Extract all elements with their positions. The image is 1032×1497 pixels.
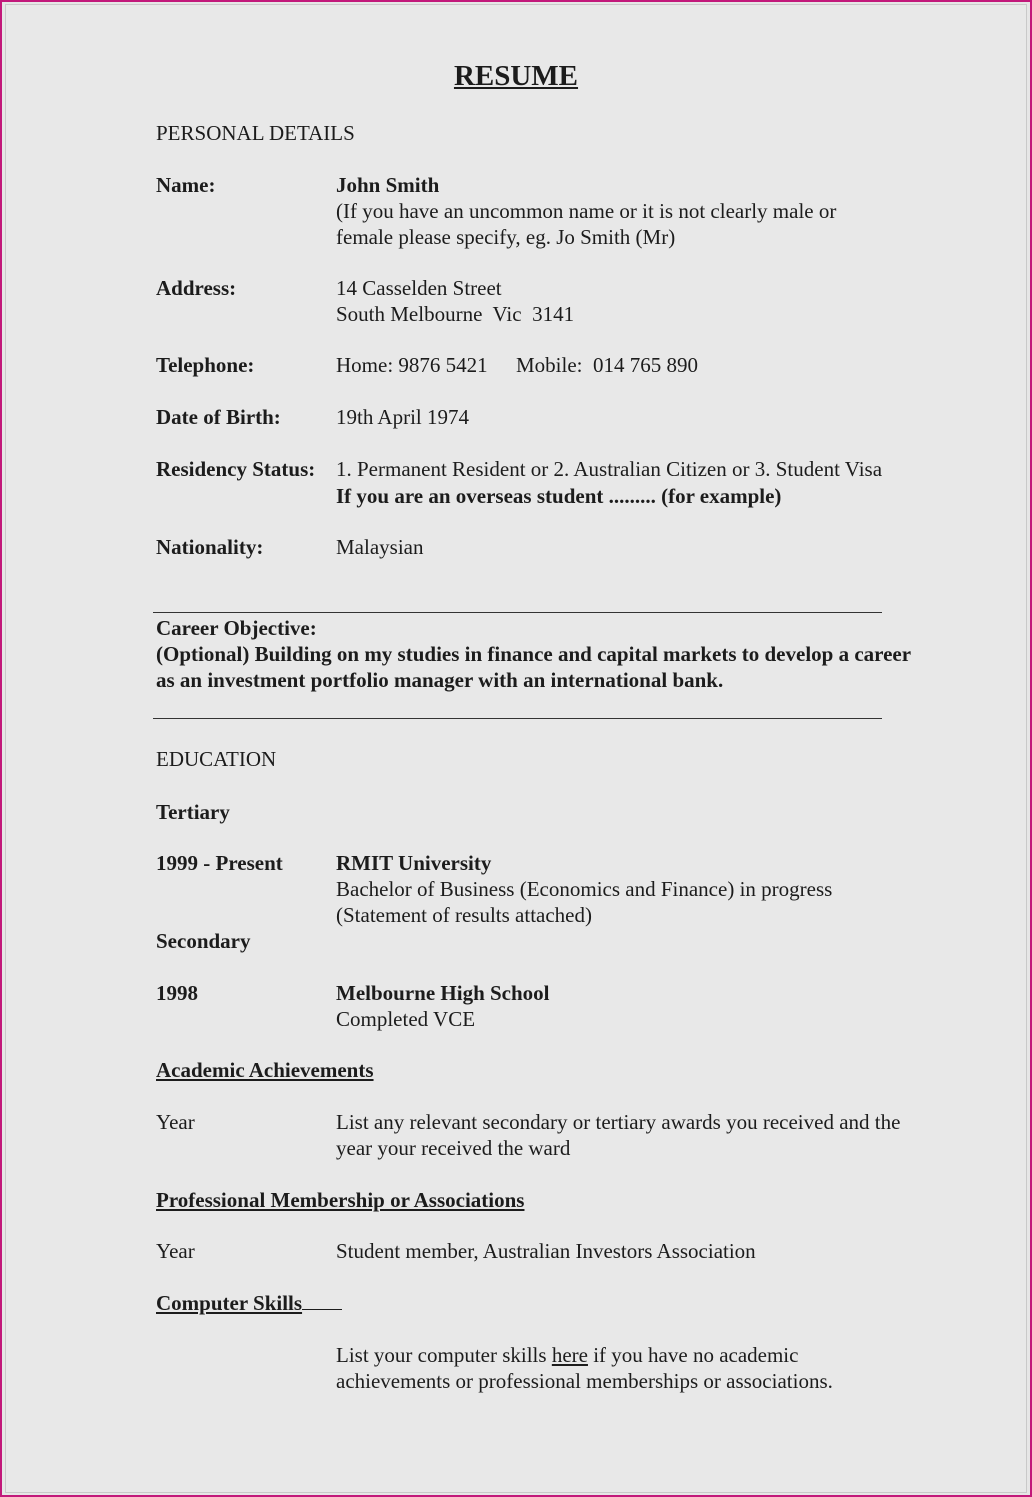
secondary-year: 1998 — [156, 981, 198, 1005]
education-heading: EDUCATION — [156, 747, 277, 771]
tertiary-years: 1999 - Present — [156, 851, 283, 875]
tertiary-degree: Bachelor of Business (Economics and Finance) in progress — [336, 877, 833, 901]
nationality-value: Malaysian — [336, 535, 424, 559]
membership-heading: Professional Membership or Associations — [156, 1188, 525, 1212]
achievements-line-1: List any relevant secondary or tertiary awards you received and the — [336, 1110, 901, 1134]
name-label: Name: — [156, 173, 216, 197]
career-bottom-rule — [153, 718, 882, 719]
home-phone: Home: 9876 5421 — [336, 353, 488, 377]
address-line-1: 14 Casselden Street — [336, 276, 502, 300]
computer-skills-underline — [302, 1308, 342, 1310]
dob-value: 19th April 1974 — [336, 405, 470, 429]
residency-label: Residency Status: — [156, 457, 316, 481]
nationality-label: Nationality: — [156, 535, 264, 559]
personal-details-heading: PERSONAL DETAILS — [156, 121, 355, 145]
secondary-detail: Completed VCE — [336, 1007, 476, 1031]
computer-skills-line-2: achievements or professional memberships or associations. — [336, 1369, 833, 1393]
achievements-heading: Academic Achievements — [156, 1058, 374, 1082]
computer-skills-heading: Computer Skills — [156, 1291, 303, 1315]
residency-note: If you are an overseas student ......... (for example) — [336, 484, 782, 508]
telephone-label: Telephone: — [156, 353, 255, 377]
residency-value: 1. Permanent Resident or 2. Australian Citizen or 3. Student Visa — [336, 457, 883, 481]
dob-label: Date of Birth: — [156, 405, 281, 429]
secondary-school: Melbourne High School — [336, 981, 550, 1005]
achievements-year: Year — [156, 1110, 195, 1134]
computer-skills-here-link[interactable]: here — [551, 1343, 588, 1367]
tertiary-note: (Statement of results attached) — [336, 903, 592, 927]
tertiary-label: Tertiary — [156, 800, 230, 824]
career-objective-heading: Career Objective: — [156, 616, 317, 640]
career-top-rule — [153, 612, 882, 613]
name-note-line-2: female please specify, eg. Jo Smith (Mr) — [336, 225, 676, 249]
address-line-2: South Melbourne Vic 3141 — [336, 302, 575, 326]
computer-skills-text-post: if you have no academic — [587, 1343, 799, 1367]
computer-skills-heading-wrap — [156, 1291, 342, 1316]
membership-year: Year — [156, 1239, 195, 1263]
tertiary-school: RMIT University — [336, 851, 492, 875]
name-note-line-1: (If you have an uncommon name or it is not clearly male or — [336, 199, 837, 223]
computer-skills-text-pre: List your computer skills — [336, 1343, 552, 1367]
name-value: John Smith — [336, 173, 440, 197]
achievements-line-2: year your received the ward — [336, 1136, 571, 1160]
secondary-label: Secondary — [156, 929, 251, 953]
career-objective-line-2: as an investment portfolio manager with an international bank. — [156, 668, 724, 692]
address-label: Address: — [156, 276, 237, 300]
membership-detail: Student member, Australian Investors Association — [336, 1239, 756, 1263]
resume-title: RESUME — [453, 60, 579, 92]
career-objective-line-1: (Optional) Building on my studies in finance and capital markets to develop a career — [156, 642, 912, 666]
computer-skills-line-1 — [336, 1342, 798, 1368]
mobile-phone: Mobile: 014 765 890 — [516, 353, 698, 377]
